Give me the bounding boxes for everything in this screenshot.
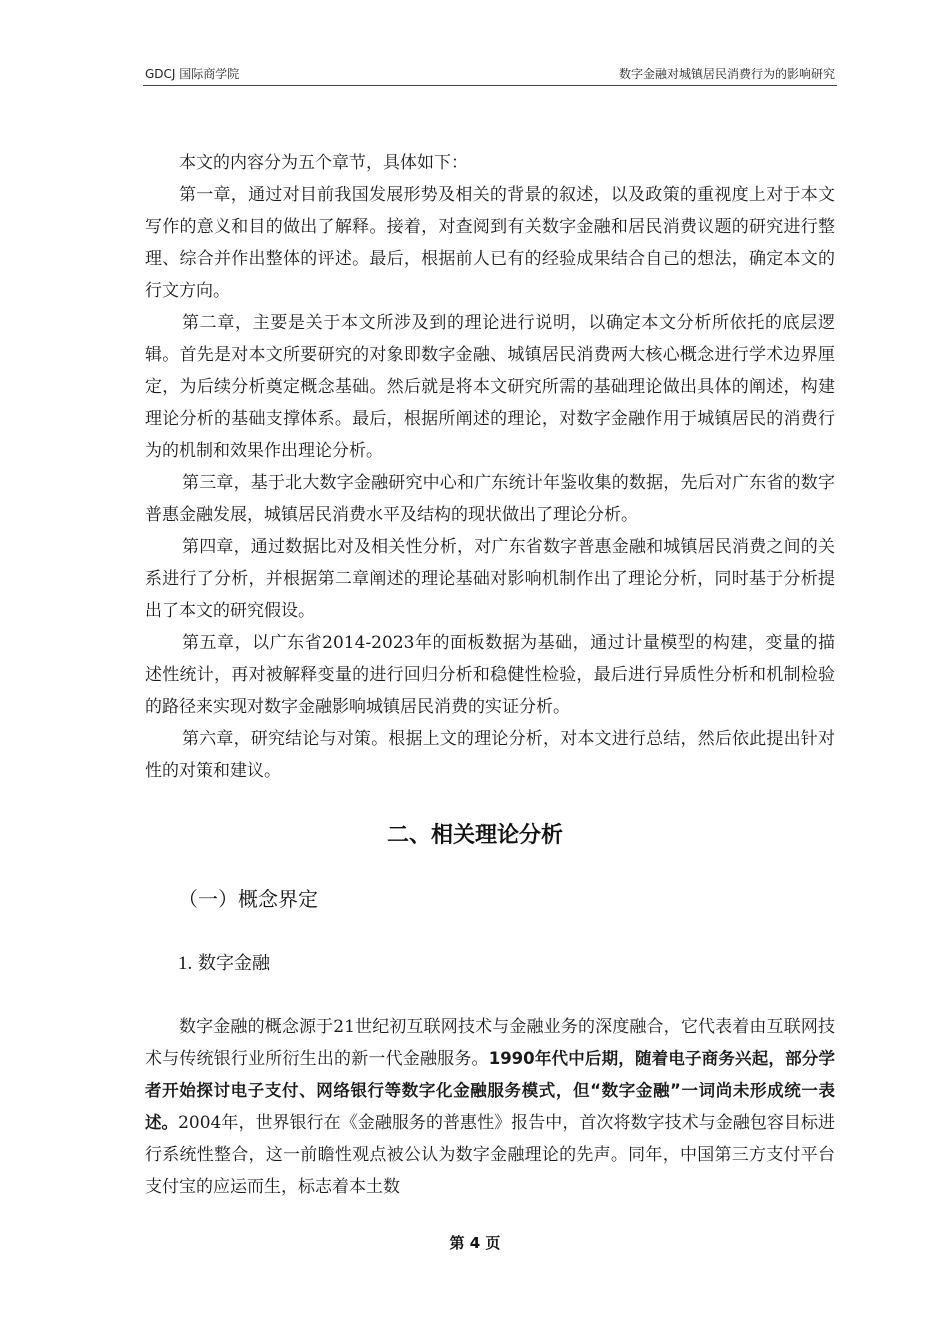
subsection-heading: （一）概念界定 [178, 887, 318, 911]
paragraph-chapter-2: 第二章，主要是关于本文所涉及到的理论进行说明，以确定本文分析所依托的底层逻辑。首先是对本文所要研究的对象即数字金融、城镇居民消费两大核心概念进行学术边界厘定，为后续分析奠定概念基础。然后就是将本文研究所需的基础理论做出具体的阐述，构建理论分析的基础支撑体系。最后，根据所阐述的理论，对数字金融作用于城镇居民的消费行为的机制和效果作出理论分析。 [145, 313, 835, 461]
intro-body [145, 147, 835, 787]
definition-body [145, 1011, 835, 1203]
subsubsection-title: 数字金融 [197, 953, 270, 974]
paragraph-definition [145, 1011, 835, 1203]
paragraph-chapter-6: 第六章，研究结论与对策。根据上文的理论分析，对本文进行总结，然后依此提出针对性的对策和建议。 [145, 729, 835, 781]
paragraph-chapter-3: 第三章，基于北大数字金融研究中心和广东统计年鉴收集的数据，先后对广东省的数字普惠金融发展，城镇居民消费水平及结构的现状做出了理论分析。 [145, 473, 835, 525]
paragraph-overview: 本文的内容分为五个章节，具体如下： [179, 153, 468, 173]
subsubsection-heading [178, 949, 270, 975]
paragraph-chapter-4: 第四章，通过数据比对及相关性分析，对广东省数字普惠金融和城镇居民消费之间的关系进行了分析，并根据第二章阐述的理论基础对影响机制作出了理论分析，同时基于分析提出了本文的研究假设。 [145, 537, 835, 621]
paragraph-chapter-1: 第一章，通过对目前我国发展形势及相关的背景的叙述，以及政策的重视度上对于本文写作的意义和目的做出了解释。接着，对查阅到有关数字金融和居民消费议题的研究进行整理、综合并作出整体的评述。最后，根据前人已有的经验成果结合自己的想法，确定本文的行文方向。 [145, 185, 835, 301]
paragraph-chapter-5: 第五章，以广东省2014-2023年的面板数据为基础，通过计量模型的构建，变量的描述性统计，再对被解释变量的进行回归分析和稳健性检验，最后进行异质性分析和机制检验的路径来实现对数字金融影响城镇居民消费的实证分析。 [145, 633, 835, 717]
definition-part-2: 1990年代中后期，随着电子商务兴起，部分学者开始探讨电子支付、网络银行等数字化金融服务模式，但“数字金融”一词尚未形成统一表述。 [145, 1049, 835, 1132]
subsubsection-number: 1. [178, 953, 193, 974]
section-heading: 二、相关理论分析 [386, 823, 563, 848]
header-rule [143, 85, 837, 86]
header-institution: GDCJ 国际商学院 [145, 67, 240, 81]
header-thesis-title: 数字金融对城镇居民消费行为的影响研究 [618, 67, 835, 81]
definition-part-1: 数字金融的概念源于21世纪初互联网技术与金融业务的深度融合，它代表着由互联网技术与传统银行业所衍生出的新一代金融服务。 [145, 1017, 835, 1069]
definition-part-3: 2004年，世界银行在《金融服务的普惠性》报告中，首次将数字技术与金融包容目标进行系统性整合，这一前瞻性观点被公认为数字金融理论的先声。同年，中国第三方支付平台支付宝的应运而生，标志着本土数 [145, 1113, 835, 1197]
page-number: 第 4 页 [449, 1234, 501, 1252]
